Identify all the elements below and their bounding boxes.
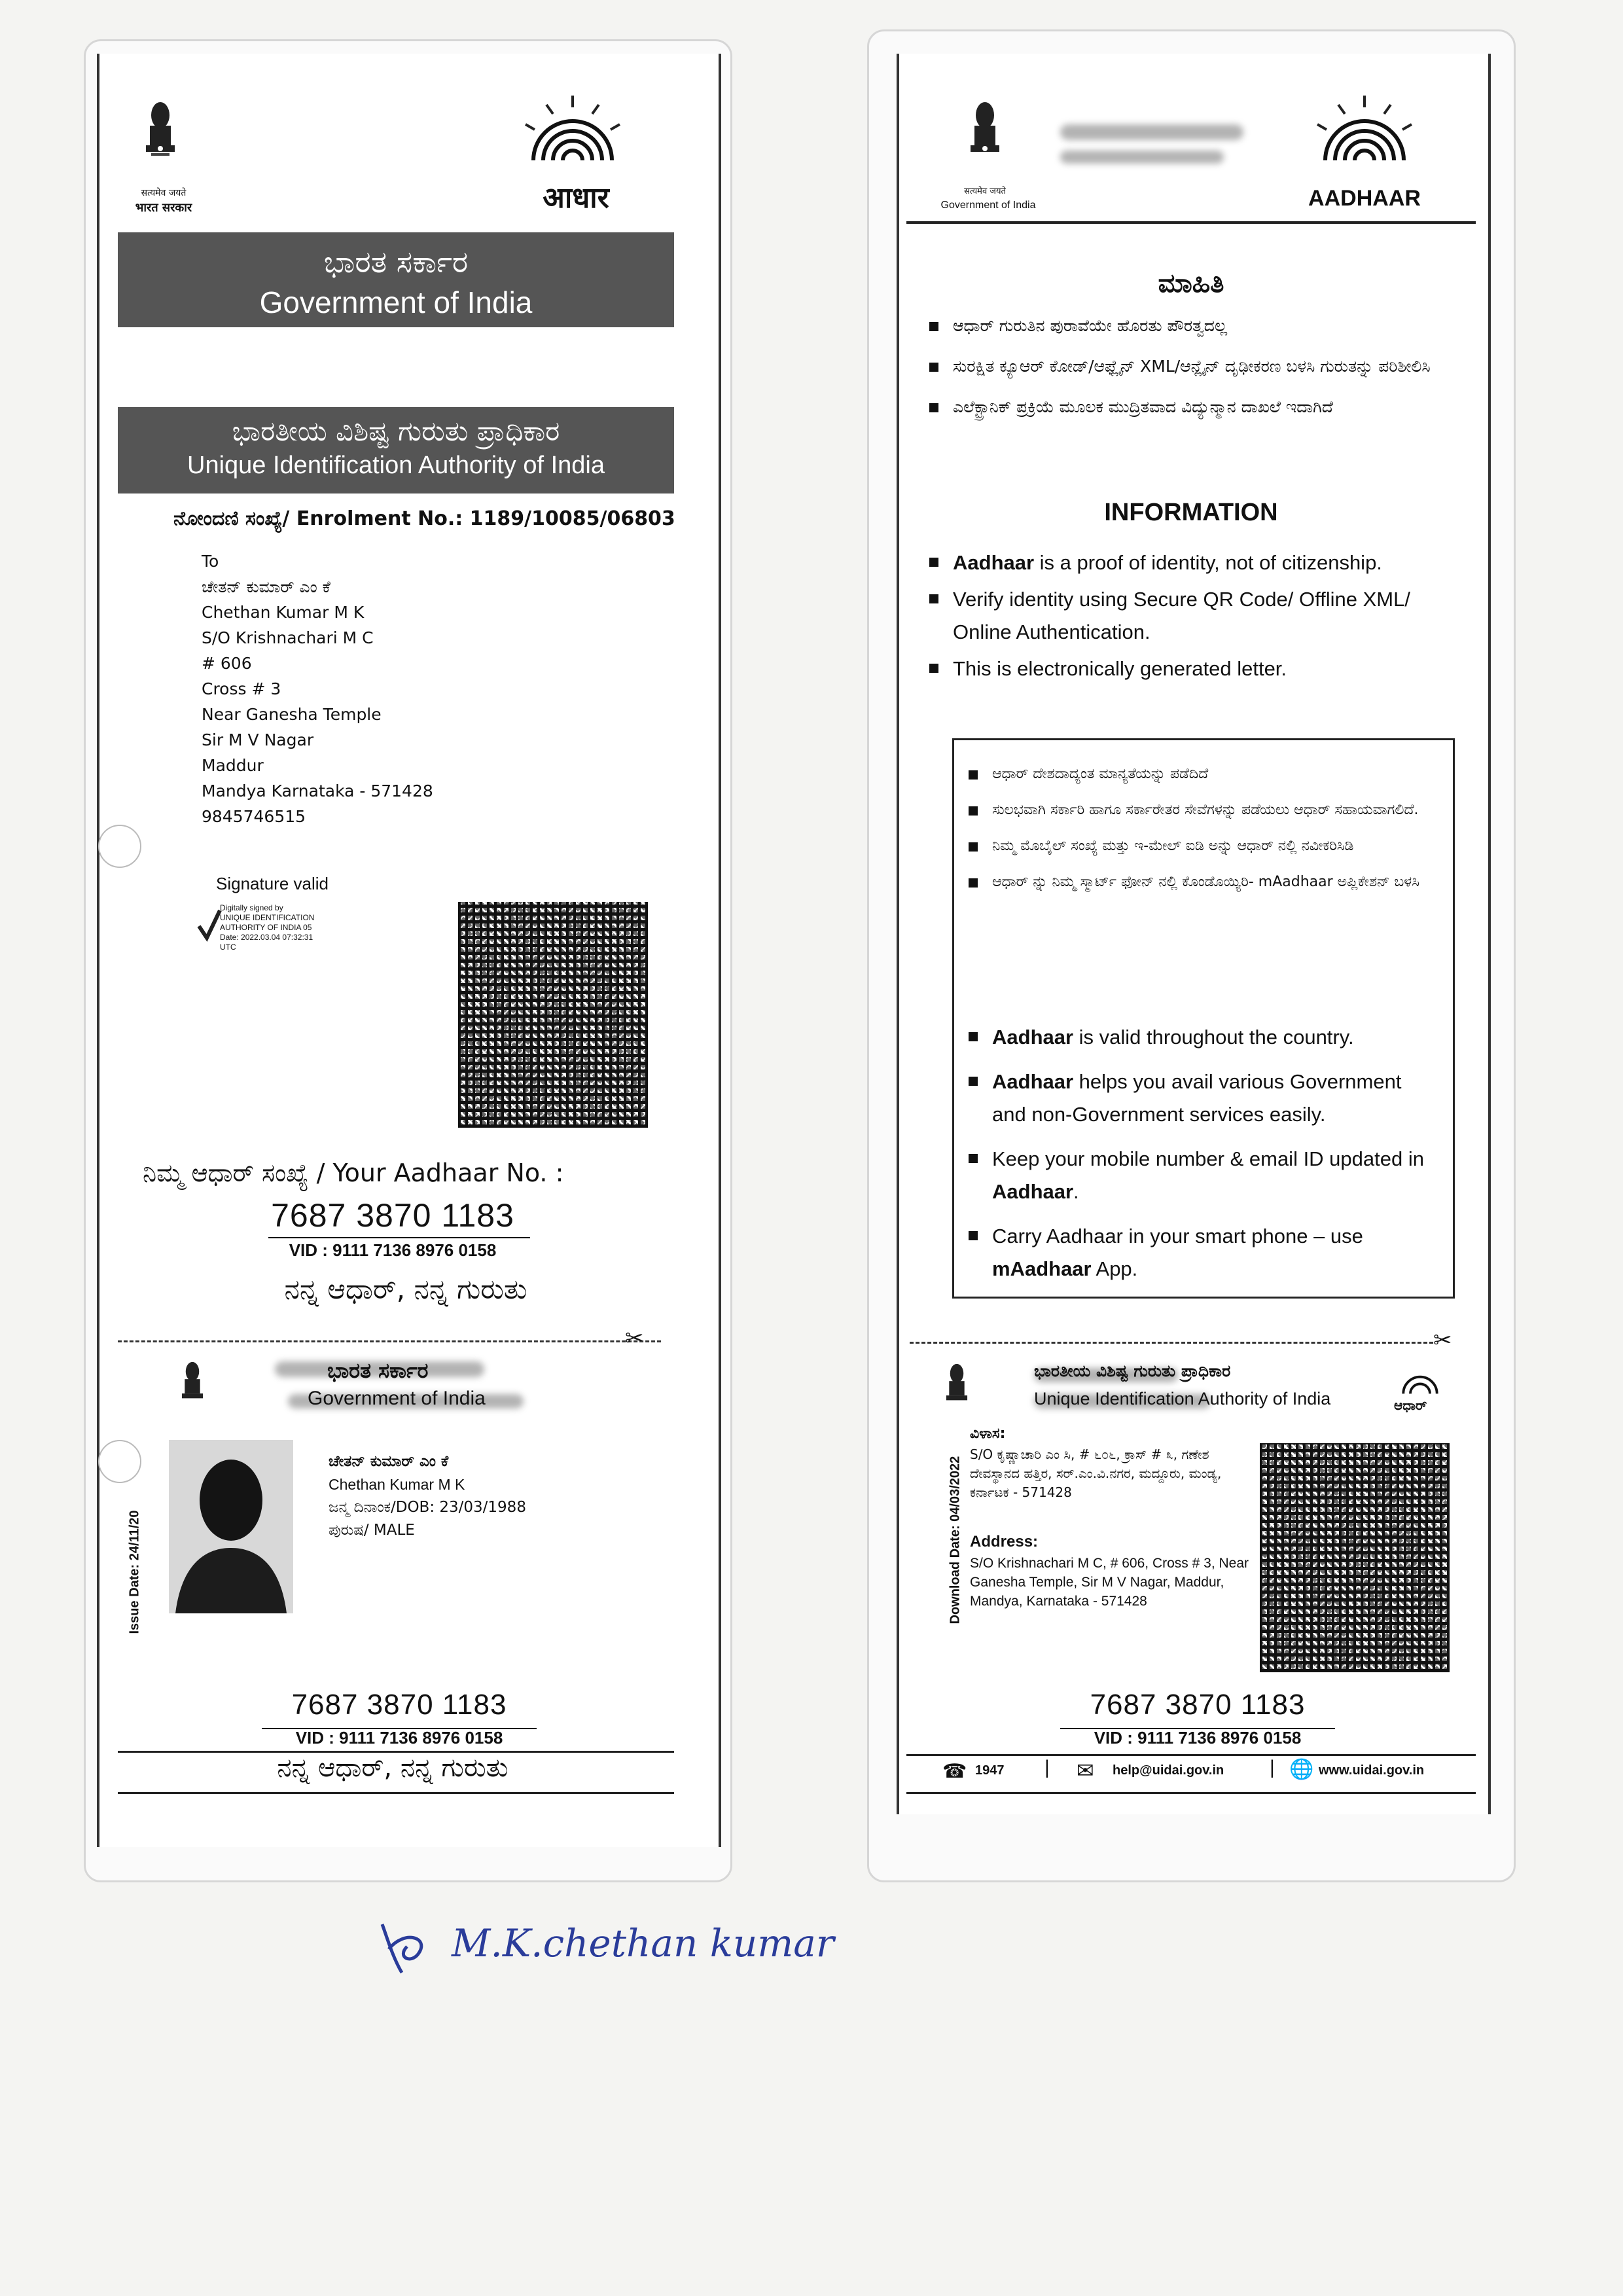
card-address-english: S/O Krishnachari M C, # 606, Cross # 3, Near Ganesha Temple, Sir M V Nagar, Maddur, Mandya, Karnataka - 571428 [970,1556,1249,1609]
bullet-icon [929,558,938,567]
scissors-icon: ✂ [1433,1328,1452,1353]
footer-email: help@uidai.gov.in [1113,1763,1224,1778]
bullet-icon [969,878,978,888]
info-bullet-item [969,798,1440,821]
cut-line [910,1342,1433,1344]
bullet-icon [969,1032,978,1041]
footer-web-icon: 🌐 [1289,1759,1314,1780]
information-heading: INFORMATION [1104,499,1278,526]
info-text: ಆಧಾರ್ ಗುರುತಿನ ಪುರಾವೆಯೇ ಹೊರತು ಪೌರತ್ವದಲ್ಲ [953,316,1228,335]
card-bottom-rule [118,1792,674,1794]
card-address-kn-label: ವಿಳಾಸ: [970,1426,1006,1442]
signature-check-icon [196,906,223,946]
bullet-icon [969,1077,978,1086]
govt-name-kannada: ಭಾರತ ಸರ್ಕಾರ [323,244,469,279]
bullet-icon [929,403,938,412]
info-text: is a proof of identity, not of citizenship. [1034,551,1382,574]
uidai-band [118,407,674,493]
bullet-icon [969,842,978,852]
info-bullet-item [969,1066,1440,1131]
bullet-icon [969,806,978,816]
info-text: is valid throughout the country. [1073,1026,1354,1049]
address-line: Mandya Karnataka - 571428 [202,781,433,800]
address-line: ಚೇತನ್ ಕುಮಾರ್ ಎಂ ಕೆ [202,577,330,596]
info-text: Carry Aadhaar in your smart phone – use [992,1225,1363,1247]
info-text: ಸುಲಭವಾಗಿ ಸರ್ಕಾರಿ ಹಾಗೂ ಸರ್ಕಾರೇತರ ಸೇವೆಗಳನ್ನು ಪಡೆಯಲು ಆಧಾರ್ ಸಹಾಯವಾಗಲಿದೆ. [992,802,1419,818]
qr-code [458,902,648,1128]
bullet-icon [929,363,938,372]
footer-separator: | [1270,1757,1275,1778]
government-band [118,232,674,327]
info-text-bold: mAadhaar [992,1257,1092,1280]
info-bullet-item [929,313,1466,339]
info-bullet-item [969,1220,1440,1285]
national-emblem-icon [178,1358,207,1420]
signature-detail-line: Digitally signed by [220,903,283,912]
box-kannada-list [969,762,1440,906]
signature-detail-line: UNIQUE IDENTIFICATION [220,913,315,922]
national-emblem-icon [942,1360,971,1422]
card-gender: ಪುರುಷ/ MALE [329,1522,415,1539]
recipient-address [202,548,660,829]
info-text: ಎಲೆಕ್ಟ್ರಾನಿಕ್ ಪ್ರಕ್ರಿಯೆ ಮೂಲಕ ಮುದ್ರಿತವಾದ ವಿದ್ಯುನ್ಮಾನ ದಾಖಲೆ ಇದಾಗಿದೆ [953,397,1334,416]
address-line: # 606 [202,654,252,673]
info-bullet-item [969,1143,1440,1208]
card-uidai-kannada: ಭಾರತೀಯ ವಿಶಿಷ್ಟ ಗುರುತು ಪ್ರಾಧಿಕಾರ [1034,1361,1231,1380]
cut-line [118,1340,661,1342]
info-bullet-item [969,834,1440,857]
info-text: Keep your mobile number & email ID updated in [992,1147,1424,1170]
scissors-icon: ✂ [625,1326,644,1351]
redaction-mark [1060,124,1243,140]
bullet-icon [929,322,938,331]
card-logo-text: ಆಧಾರ್ [1394,1397,1427,1413]
signature-detail-line: UTC [220,942,236,952]
bullet-icon [929,664,938,673]
info-text-bold: Aadhaar [992,1026,1074,1049]
info-text: . [1073,1180,1079,1203]
digital-signature-details [220,903,370,952]
address-line: S/O Krishnachari M C [202,628,374,647]
address-line: Near Ganesha Temple [202,705,382,724]
card-uidai-english: Unique Identification Authority of India [1034,1389,1331,1408]
bullet-icon [929,594,938,603]
address-line: Sir M V Nagar [202,730,314,749]
footer-web: www.uidai.gov.in [1319,1763,1425,1778]
emblem-motto: सत्यमेव जयते [141,188,187,198]
card-govt-english: Government of India [308,1388,486,1409]
english-info-list [929,547,1472,689]
card-address-en-label: Address: [970,1533,1039,1551]
header-rule [906,221,1476,224]
address-line: To [202,552,219,571]
signature-valid-label: Signature valid [216,874,329,893]
govt-name-english: Government of India [259,285,533,319]
info-text: This is electronically generated letter. [953,657,1287,680]
address-line: Chethan Kumar M K [202,603,365,622]
redaction-mark [1060,151,1224,164]
info-text: helps you avail various Government and non-Government services easily. [992,1070,1402,1126]
issue-date: Issue Date: 24/11/20 [127,1510,142,1634]
info-bullet-item [929,547,1472,579]
signature-detail-line: Date: 2022.03.04 07:32:31 [220,933,313,942]
aadhaar-logo-text: AADHAAR [1308,186,1421,211]
card-govt-kannada: ಭಾರತ ಸರ್ಕಾರ [327,1358,429,1383]
info-text-bold: Aadhaar [992,1070,1074,1093]
info-bullet-item [929,653,1472,685]
box-english-list [969,1021,1440,1297]
footer-phone-icon: ☎ [942,1761,967,1782]
info-text: Verify identity using Secure QR Code/ Offline XML/ Online Authentication. [953,588,1410,643]
national-emblem-icon [141,97,180,182]
bullet-icon [969,1231,978,1240]
footer-phone: 1947 [975,1763,1005,1778]
info-text-bold: Aadhaar [953,551,1035,574]
footer-rule [906,1754,1476,1756]
tagline: ನನ್ನ ಆಧಾರ್, ನನ್ನ ಗುರುತು [284,1273,527,1305]
aadhaar-logo-icon [1391,1360,1450,1399]
info-bullet-item [969,1021,1440,1054]
info-bullet-item [929,394,1466,420]
address-line: Maddur [202,756,264,775]
punch-hole [98,825,141,868]
card-aadhaar-number: 7687 3870 1183 [1090,1689,1306,1721]
card-aadhaar-number: 7687 3870 1183 [291,1689,507,1721]
aadhaar-logo-text: आधार [543,181,609,215]
emblem-caption: भारत सरकार [135,201,192,215]
card-dob: ಜನ್ಮ ದಿನಾಂಕ/DOB: 23/03/1988 [329,1499,526,1516]
card-vid-number: VID : 9111 7136 8976 0158 [1094,1728,1302,1748]
emblem-motto: सत्यमेव जयते [964,187,1006,196]
address-line: Cross # 3 [202,679,281,698]
qr-code [1260,1443,1450,1672]
vid-number: VID : 9111 7136 8976 0158 [289,1240,497,1260]
aadhaar-number: 7687 3870 1183 [271,1197,514,1234]
info-text: ಆಧಾರ್ ದೇಶದಾದ್ಯಂತ ಮಾನ್ಯತೆಯನ್ನು ಪಡೆದಿದೆ [992,766,1209,782]
info-bullet-item [929,353,1466,380]
card-tagline: ನನ್ನ ಆಧಾರ್, ನನ್ನ ಗುರುತು [277,1753,508,1783]
photo [169,1440,293,1613]
your-aadhaar-label: ನಿಮ್ಮ ಆಧಾರ್ ಸಂಖ್ಯೆ / Your Aadhaar No. : [143,1158,564,1187]
info-text-bold: Aadhaar [992,1180,1074,1203]
handwritten-signature: M.K.chethan kumar [452,1921,834,1965]
aadhaar-logo-icon [507,92,638,183]
card-name-kannada: ಚೇತನ್ ಕುಮಾರ್ ಎಂ ಕೆ [329,1453,449,1470]
info-bullet-item [929,583,1472,649]
info-text: ನಿಮ್ಮ ಮೊಬೈಲ್ ಸಂಖ್ಯೆ ಮತ್ತು ಇ-ಮೇಲ್ ಐಡಿ ಅನ್ನು ಆಧಾರ್ ನಲ್ಲಿ ನವೀಕರಿಸಿಡಿ [992,838,1354,854]
kannada-info-list [929,313,1466,435]
card-vid-number: VID : 9111 7136 8976 0158 [295,1728,503,1748]
download-date: Download Date: 04/03/2022 [948,1456,963,1624]
info-text: ಸುರಕ್ಷಿತ ಕ್ಯೂಆರ್ ಕೋಡ್/ಆಫ್ಲೈನ್ XML/ಆನ್ಲೈನ್ ದೃಢೀಕರಣ ಬಳಸಿ ಗುರುತನ್ನು ಪರಿಶೀಲಿಸಿ [953,357,1431,376]
signature-detail-line: AUTHORITY OF INDIA 05 [220,923,312,932]
handwritten-signature-mark-icon [373,1918,438,1977]
uidai-name-kannada: ಭಾರತೀಯ ವಿಶಿಷ್ಟ ಗುರುತು ಪ್ರಾಧಿಕಾರ [232,415,560,447]
card-address-kannada: S/O ಕೃಷ್ಣಾಚಾರಿ ಎಂ ಸಿ, # ೬೦೬, ಕ್ರಾಸ್ # ೩, ಗಣೇಶ ದೇವಸ್ಥಾನದ ಹತ್ತಿರ, ಸರ್.ಎಂ.ವಿ.ನಗರ, ಮದ್ದೂರು, ಮಂಡ್ಯ, ಕರ್ನಾಟಕ - 571428 [970,1446,1222,1500]
mahiti-heading: ಮಾಹಿತಿ [1158,268,1224,298]
footer-separator: | [1044,1757,1050,1778]
info-bullet-item [969,762,1440,785]
footer-bottom-rule [906,1792,1476,1794]
aadhaar-logo-icon [1299,92,1430,183]
info-text: ಆಧಾರ್ ನ್ನು ನಿಮ್ಮ ಸ್ಮಾರ್ಟ್ ಫೋನ್ ನಲ್ಲಿ ಕೊಂಡೊಯ್ಯಿರಿ- mAadhaar ಅಪ್ಲಿಕೇಶನ್ ಬಳಸಿ [992,874,1419,890]
address-line: 9845746515 [202,807,306,826]
info-bullet-item [969,870,1440,893]
card-name-english: Chethan Kumar M K [329,1476,465,1493]
enrolment-number: ನೋಂದಣಿ ಸಂಖ್ಯೆ/ Enrolment No.: 1189/10085/06803 [173,507,675,530]
national-emblem-icon [965,97,1005,182]
bullet-icon [969,770,978,780]
aadhaar-underline [268,1237,530,1238]
info-text: App. [1091,1257,1138,1280]
emblem-caption: Government of India [940,200,1036,211]
bullet-icon [969,1154,978,1163]
uidai-name-english: Unique Identification Authority of India [187,452,605,479]
footer-email-icon: ✉ [1077,1759,1094,1782]
